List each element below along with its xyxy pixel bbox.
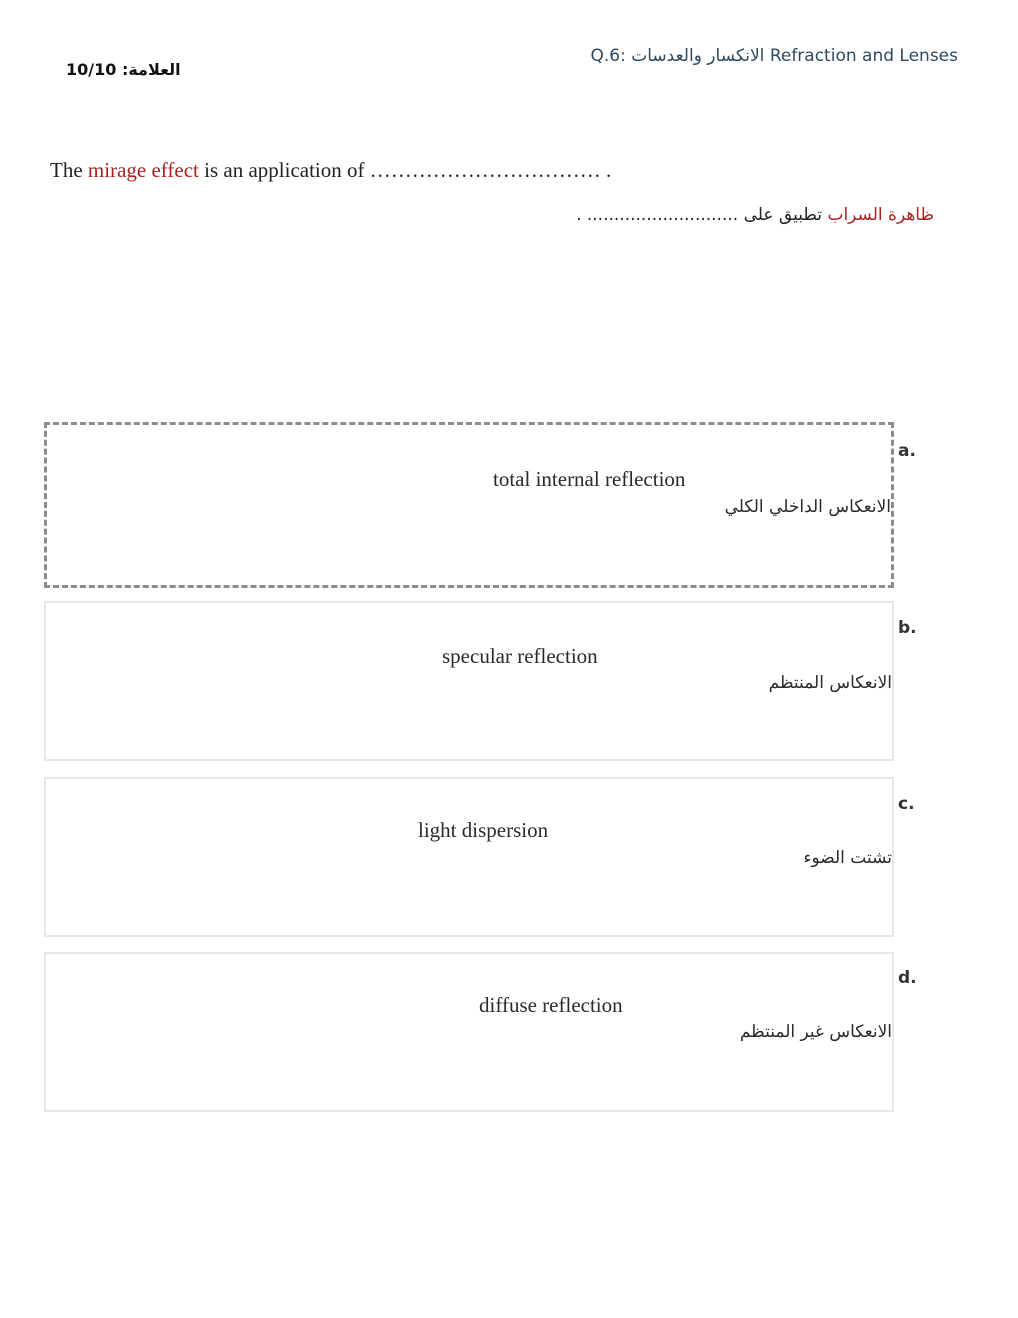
question-topic-ar: الانكسار والعدسات: [631, 46, 765, 66]
stem-en-before: The: [50, 158, 88, 182]
option-d[interactable]: [44, 952, 894, 1112]
option-d-arabic: الانعكاس غير المنتظم: [739, 1022, 892, 1042]
option-b-letter: b.: [898, 618, 917, 638]
question-stem-arabic: [576, 205, 934, 225]
score-value: 10/10: [66, 60, 117, 79]
option-b[interactable]: [44, 601, 894, 761]
option-a[interactable]: [44, 422, 894, 588]
option-b-english: specular reflection: [442, 644, 598, 668]
option-c[interactable]: [44, 777, 894, 937]
stem-ar-after: تطبيق على ............................ .: [576, 205, 828, 225]
stem-en-highlight: mirage effect: [87, 158, 199, 182]
option-a-english: total internal reflection: [493, 467, 686, 491]
option-c-letter: c.: [898, 794, 915, 814]
option-c-arabic: تشتت الضوء: [803, 848, 892, 868]
option-a-letter: a.: [898, 441, 916, 461]
option-b-arabic: الانعكاس المنتظم: [768, 673, 892, 693]
score: [66, 60, 181, 79]
question-topic-en: Refraction and Lenses: [769, 46, 958, 66]
option-c-english: light dispersion: [418, 818, 549, 842]
question-stem-english: [50, 158, 611, 183]
question-title: [591, 46, 959, 66]
stem-en-after: is an application of …………………………… .: [198, 158, 612, 182]
option-a-arabic: الانعكاس الداخلي الكلي: [724, 497, 891, 517]
question-number: Q.6:: [590, 46, 626, 66]
score-label: العلامة:: [121, 60, 181, 79]
stem-ar-highlight: ظاهرة السراب: [827, 205, 934, 225]
option-d-letter: d.: [898, 968, 917, 988]
option-d-english: diffuse reflection: [479, 993, 623, 1017]
